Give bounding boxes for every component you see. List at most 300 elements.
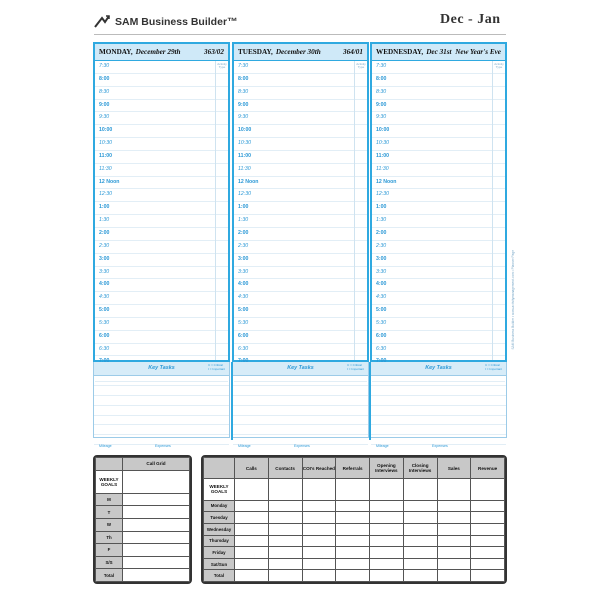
mileage-label: Mileage xyxy=(99,444,112,448)
call-grid-row-label: Th xyxy=(96,531,123,544)
day-name: WEDNESDAY, xyxy=(376,48,424,56)
weekly-cell[interactable] xyxy=(370,547,404,559)
weekly-cell[interactable] xyxy=(403,512,437,524)
time-label: 12:30 xyxy=(99,191,112,198)
time-slot[interactable] xyxy=(234,254,367,267)
time-label: 7:30 xyxy=(238,63,249,69)
day-date: December 29th xyxy=(135,48,181,56)
weekly-goal-cell[interactable] xyxy=(437,479,471,500)
time-label: 3:30 xyxy=(99,268,110,275)
day-column xyxy=(370,42,507,362)
time-slot[interactable] xyxy=(234,215,367,228)
time-label: 10:30 xyxy=(238,140,251,147)
call-grid-row xyxy=(96,556,190,569)
call-grid-cell[interactable] xyxy=(123,556,190,569)
time-slot[interactable] xyxy=(372,151,505,164)
time-slot[interactable] xyxy=(234,177,367,190)
time-slot[interactable] xyxy=(234,267,367,280)
key-tasks-title: Key Tasks xyxy=(287,365,314,371)
weekly-goal-cell[interactable] xyxy=(336,479,370,500)
time-slot[interactable] xyxy=(95,61,228,74)
time-label: 1:00 xyxy=(99,204,110,211)
time-slot[interactable] xyxy=(95,74,228,87)
time-label: 4:00 xyxy=(238,281,249,288)
weekly-cell[interactable] xyxy=(302,558,336,570)
time-label: 12:30 xyxy=(376,191,389,198)
time-label: 2:00 xyxy=(238,229,249,236)
weekly-cell[interactable] xyxy=(235,570,269,582)
time-slot[interactable] xyxy=(95,267,228,280)
weekly-cell[interactable] xyxy=(235,558,269,570)
call-grid-cell[interactable] xyxy=(123,569,190,582)
time-slot[interactable] xyxy=(372,189,505,202)
time-slot[interactable] xyxy=(234,202,367,215)
task-line[interactable] xyxy=(371,425,506,435)
activity-divider xyxy=(354,61,355,360)
task-line[interactable] xyxy=(233,416,368,426)
weekly-cell[interactable] xyxy=(336,512,370,524)
weekly-goal-cell[interactable] xyxy=(471,479,505,500)
weekly-cell[interactable] xyxy=(437,523,471,535)
call-grid-row xyxy=(96,531,190,544)
time-label: 1:30 xyxy=(238,217,249,224)
column-divider xyxy=(231,362,233,440)
weekly-cell[interactable] xyxy=(471,523,505,535)
time-slot[interactable] xyxy=(372,305,505,318)
call-grid-cell[interactable] xyxy=(123,493,190,506)
weekly-cell[interactable] xyxy=(268,558,302,570)
time-slot[interactable] xyxy=(372,100,505,113)
weekly-cell[interactable] xyxy=(268,535,302,547)
time-label: 9:30 xyxy=(238,114,249,121)
time-slot[interactable] xyxy=(234,344,367,357)
time-slot[interactable] xyxy=(234,74,367,87)
time-slot[interactable] xyxy=(95,215,228,228)
time-slot[interactable] xyxy=(372,344,505,357)
time-label: 11:30 xyxy=(99,165,112,172)
call-grid-cell[interactable] xyxy=(123,531,190,544)
weekly-cell[interactable] xyxy=(336,523,370,535)
task-line[interactable] xyxy=(371,416,506,426)
call-grid-cell[interactable] xyxy=(123,518,190,531)
weekly-cell[interactable] xyxy=(403,547,437,559)
weekly-cell[interactable] xyxy=(302,547,336,559)
time-label: 12:30 xyxy=(238,191,251,198)
call-grid-cell[interactable] xyxy=(123,544,190,557)
weekly-cell[interactable] xyxy=(268,570,302,582)
day-header xyxy=(234,44,367,61)
mileage-label: Mileage xyxy=(376,444,389,448)
weekly-cell[interactable] xyxy=(302,512,336,524)
time-label: 2:00 xyxy=(376,229,387,236)
time-slot[interactable] xyxy=(372,241,505,254)
time-label: 9:30 xyxy=(376,114,387,121)
weekly-cell[interactable] xyxy=(235,512,269,524)
weekly-row xyxy=(204,558,505,570)
key-tasks-title: Key Tasks xyxy=(148,365,175,371)
day-column xyxy=(93,42,230,362)
time-slot[interactable] xyxy=(234,61,367,74)
key-tasks-box xyxy=(370,362,507,438)
weekly-cell[interactable] xyxy=(437,558,471,570)
time-slot[interactable] xyxy=(234,151,367,164)
task-line[interactable] xyxy=(94,386,229,396)
weekly-cell[interactable] xyxy=(437,535,471,547)
weekly-cell[interactable] xyxy=(370,558,404,570)
task-line[interactable] xyxy=(233,396,368,406)
time-slot[interactable] xyxy=(234,331,367,344)
time-label: 4:00 xyxy=(376,281,387,288)
weekly-goal-cell[interactable] xyxy=(370,479,404,500)
weekly-cell[interactable] xyxy=(336,547,370,559)
day-number: 364/01 xyxy=(343,48,363,56)
time-label: 6:00 xyxy=(99,332,110,339)
time-slot[interactable] xyxy=(95,87,228,100)
time-label: 9:00 xyxy=(376,101,387,108)
time-slot[interactable] xyxy=(95,164,228,177)
weekly-cell[interactable] xyxy=(403,523,437,535)
time-label: 12 Noon xyxy=(376,178,397,185)
time-label: 11:30 xyxy=(376,165,389,172)
time-slot[interactable] xyxy=(95,279,228,292)
weekly-column-header: Sales xyxy=(437,458,471,479)
time-slot[interactable] xyxy=(234,112,367,125)
call-grid-header-row xyxy=(96,458,190,471)
time-slot[interactable] xyxy=(372,125,505,138)
weekly-cell[interactable] xyxy=(302,535,336,547)
key-tasks-legend: C = Critical I = Important xyxy=(208,363,225,371)
weekly-row-label: Thursday xyxy=(204,535,235,547)
time-slot[interactable] xyxy=(95,228,228,241)
call-grid-row xyxy=(96,544,190,557)
time-label: 3:30 xyxy=(238,268,249,275)
time-slots xyxy=(372,61,505,382)
time-label: 10:30 xyxy=(376,140,389,147)
call-grid-row xyxy=(96,493,190,506)
task-line[interactable] xyxy=(371,386,506,396)
activity-type-label: Activity Type xyxy=(217,62,227,70)
time-slot[interactable] xyxy=(234,318,367,331)
time-label: 4:00 xyxy=(99,281,110,288)
day-header xyxy=(372,44,505,61)
call-grid-cell[interactable] xyxy=(123,506,190,519)
day-date: December 30th xyxy=(275,48,321,56)
weekly-row xyxy=(204,547,505,559)
time-slot[interactable] xyxy=(234,189,367,202)
time-slot[interactable] xyxy=(372,61,505,74)
day-date: Dec 31st xyxy=(426,48,452,56)
weekly-row-label: Total xyxy=(204,570,235,582)
time-label: 1:00 xyxy=(238,204,249,211)
day-number: New Year's Eve xyxy=(455,48,501,56)
task-line[interactable] xyxy=(94,416,229,426)
time-label: 12 Noon xyxy=(238,178,259,185)
time-label: 11:30 xyxy=(238,165,251,172)
weekly-cell[interactable] xyxy=(370,570,404,582)
weekly-row-label: Wednesday xyxy=(204,523,235,535)
key-tasks-legend: C = Critical I = Important xyxy=(347,363,364,371)
time-slot[interactable] xyxy=(234,125,367,138)
day-column xyxy=(232,42,369,362)
call-grid-row xyxy=(96,506,190,519)
weekly-cell[interactable] xyxy=(471,535,505,547)
time-slot[interactable] xyxy=(372,267,505,280)
weekly-corner xyxy=(204,458,235,479)
weekly-goal-cell[interactable] xyxy=(403,479,437,500)
time-slot[interactable] xyxy=(95,151,228,164)
weekly-cell[interactable] xyxy=(403,535,437,547)
time-slot[interactable] xyxy=(372,164,505,177)
weekly-cell[interactable] xyxy=(370,512,404,524)
time-slot[interactable] xyxy=(372,331,505,344)
time-label: 11:00 xyxy=(99,152,112,159)
task-line[interactable] xyxy=(233,406,368,416)
weekly-column-header: Revenue xyxy=(471,458,505,479)
time-label: 8:00 xyxy=(238,75,249,82)
time-label: 3:00 xyxy=(99,255,110,262)
call-grid-row xyxy=(96,518,190,531)
time-label: 2:30 xyxy=(99,242,110,249)
weekly-cell[interactable] xyxy=(235,500,269,512)
weekly-goal-cell[interactable] xyxy=(268,479,302,500)
time-label: 1:00 xyxy=(376,204,387,211)
key-tasks-title: Key Tasks xyxy=(425,365,452,371)
weekly-cell[interactable] xyxy=(235,523,269,535)
time-label: 1:30 xyxy=(99,217,110,224)
time-slot[interactable] xyxy=(95,241,228,254)
key-tasks-box xyxy=(93,362,230,438)
time-label: 8:00 xyxy=(99,75,110,82)
time-slot[interactable] xyxy=(372,215,505,228)
weekly-cell[interactable] xyxy=(437,547,471,559)
task-line[interactable] xyxy=(233,386,368,396)
weekly-goal-cell[interactable] xyxy=(235,479,269,500)
side-note: SAM Business Builder • www.activitymanagement.com • Planner Page xyxy=(511,250,515,350)
time-label: 6:00 xyxy=(376,332,387,339)
day-number: 363/02 xyxy=(204,48,224,56)
task-line[interactable] xyxy=(94,396,229,406)
time-slot[interactable] xyxy=(372,112,505,125)
weekly-cell[interactable] xyxy=(471,558,505,570)
weekly-row-label: Monday xyxy=(204,500,235,512)
weekly-cell[interactable] xyxy=(302,570,336,582)
weekly-row xyxy=(204,512,505,524)
time-slot[interactable] xyxy=(95,189,228,202)
weekly-cell[interactable] xyxy=(370,523,404,535)
weekly-cell[interactable] xyxy=(235,535,269,547)
day-header xyxy=(95,44,228,61)
time-slot[interactable] xyxy=(95,177,228,190)
activity-type-label: Activity Type xyxy=(356,62,366,70)
time-slot[interactable] xyxy=(372,292,505,305)
time-label: 8:30 xyxy=(238,88,249,95)
time-slot[interactable] xyxy=(372,177,505,190)
time-label: 6:30 xyxy=(99,345,110,352)
time-slot[interactable] xyxy=(234,241,367,254)
weekly-cell[interactable] xyxy=(336,535,370,547)
time-label: 4:30 xyxy=(238,294,249,301)
time-label: 8:30 xyxy=(376,88,387,95)
time-slot[interactable] xyxy=(95,112,228,125)
weekly-cell[interactable] xyxy=(268,500,302,512)
task-line[interactable] xyxy=(233,376,368,386)
weekly-cell[interactable] xyxy=(268,523,302,535)
weekly-goals-row xyxy=(204,479,505,500)
weekly-header-row xyxy=(204,458,505,479)
weekly-cell[interactable] xyxy=(336,558,370,570)
date-range: Dec - Jan xyxy=(440,12,501,27)
weekly-column-header: COI's Reached xyxy=(302,458,336,479)
time-label: 7:30 xyxy=(99,63,110,69)
weekly-cell[interactable] xyxy=(370,500,404,512)
weekly-cell[interactable] xyxy=(471,500,505,512)
task-line[interactable] xyxy=(371,396,506,406)
call-grid-goals-label: WEEKLY GOALS xyxy=(96,470,123,493)
time-label: 9:30 xyxy=(99,114,110,121)
weekly-cell[interactable] xyxy=(268,547,302,559)
key-tasks-header xyxy=(94,362,229,376)
weekly-cell[interactable] xyxy=(403,500,437,512)
weekly-cell[interactable] xyxy=(302,500,336,512)
weekly-cell[interactable] xyxy=(302,523,336,535)
time-slot[interactable] xyxy=(372,279,505,292)
key-tasks-header xyxy=(233,362,368,376)
time-label: 2:30 xyxy=(238,242,249,249)
expenses-label: Expenses xyxy=(294,444,310,448)
time-label: 10:00 xyxy=(238,127,252,134)
time-slot[interactable] xyxy=(95,254,228,267)
time-label: 10:30 xyxy=(99,140,112,147)
weekly-cell[interactable] xyxy=(235,547,269,559)
weekly-column-header: Opening Interviews xyxy=(370,458,404,479)
call-grid-row xyxy=(96,569,190,582)
weekly-cell[interactable] xyxy=(437,570,471,582)
weekly-cell[interactable] xyxy=(336,500,370,512)
call-grid-corner xyxy=(96,458,123,471)
weekly-activity-table xyxy=(201,455,507,584)
expenses-label: Expenses xyxy=(155,444,171,448)
time-slot[interactable] xyxy=(234,228,367,241)
time-label: 8:00 xyxy=(376,75,387,82)
call-grid-goals-cell[interactable] xyxy=(123,470,190,493)
weekly-cell[interactable] xyxy=(471,547,505,559)
task-line[interactable] xyxy=(94,376,229,386)
time-slot[interactable] xyxy=(95,305,228,318)
time-slot[interactable] xyxy=(234,279,367,292)
weekly-cell[interactable] xyxy=(403,570,437,582)
time-slot[interactable] xyxy=(234,305,367,318)
time-slot[interactable] xyxy=(95,331,228,344)
activity-type-label: Activity Type xyxy=(494,62,504,70)
time-label: 6:30 xyxy=(376,345,387,352)
time-slot[interactable] xyxy=(372,202,505,215)
time-slot[interactable] xyxy=(95,138,228,151)
weekly-row-label: Sat/Sun xyxy=(204,558,235,570)
time-slot[interactable] xyxy=(95,100,228,113)
time-label: 7:30 xyxy=(376,63,387,69)
call-grid-row-label: T xyxy=(96,506,123,519)
time-label: 5:30 xyxy=(376,319,387,326)
time-label: 10:00 xyxy=(376,127,390,134)
time-label: 6:00 xyxy=(238,332,249,339)
weekly-column-header: Contacts xyxy=(268,458,302,479)
activity-divider xyxy=(492,61,493,360)
time-label: 5:00 xyxy=(238,307,249,314)
time-slot[interactable] xyxy=(234,292,367,305)
time-label: 5:00 xyxy=(99,307,110,314)
task-line[interactable] xyxy=(233,425,368,435)
weekly-row xyxy=(204,500,505,512)
time-slots xyxy=(234,61,367,382)
time-label: 12 Noon xyxy=(99,178,120,185)
time-slot[interactable] xyxy=(234,164,367,177)
time-slots xyxy=(95,61,228,382)
time-slot[interactable] xyxy=(95,318,228,331)
weekly-cell[interactable] xyxy=(471,570,505,582)
time-slot[interactable] xyxy=(234,87,367,100)
day-name: TUESDAY, xyxy=(238,48,273,56)
mileage-label: Mileage xyxy=(238,444,251,448)
time-label: 9:00 xyxy=(99,101,110,108)
time-slot[interactable] xyxy=(234,138,367,151)
time-slot[interactable] xyxy=(372,318,505,331)
key-tasks-header xyxy=(371,362,506,376)
weekly-goal-cell[interactable] xyxy=(302,479,336,500)
time-slot[interactable] xyxy=(372,87,505,100)
time-label: 3:30 xyxy=(376,268,387,275)
time-label: 11:00 xyxy=(376,152,389,159)
weekly-column-header: Referrals xyxy=(336,458,370,479)
time-label: 8:30 xyxy=(99,88,110,95)
time-label: 4:30 xyxy=(376,294,387,301)
task-line[interactable] xyxy=(94,406,229,416)
weekly-cell[interactable] xyxy=(370,535,404,547)
weekly-column-header: Closing Interviews xyxy=(403,458,437,479)
weekly-cell[interactable] xyxy=(336,570,370,582)
time-slot[interactable] xyxy=(95,344,228,357)
time-slot[interactable] xyxy=(372,228,505,241)
time-label: 3:00 xyxy=(376,255,387,262)
weekly-cell[interactable] xyxy=(437,500,471,512)
time-slot[interactable] xyxy=(95,125,228,138)
time-label: 3:00 xyxy=(238,255,249,262)
weekly-goals-label: WEEKLY GOALS xyxy=(204,479,235,500)
brand xyxy=(94,14,238,30)
call-grid-table xyxy=(93,455,192,584)
task-line[interactable] xyxy=(371,406,506,416)
weekly-cell[interactable] xyxy=(268,512,302,524)
time-slot[interactable] xyxy=(234,100,367,113)
weekly-row-label: Friday xyxy=(204,547,235,559)
weekly-row-label: Tuesday xyxy=(204,512,235,524)
weekly-cell[interactable] xyxy=(471,512,505,524)
weekly-cell[interactable] xyxy=(437,512,471,524)
call-grid-row-label: F xyxy=(96,544,123,557)
task-line[interactable] xyxy=(371,376,506,386)
call-grid-row-label: M xyxy=(96,493,123,506)
time-slot[interactable] xyxy=(372,74,505,87)
weekly-column-header: Calls xyxy=(235,458,269,479)
time-slot[interactable] xyxy=(95,292,228,305)
time-label: 5:30 xyxy=(238,319,249,326)
task-line[interactable] xyxy=(94,425,229,435)
call-grid-row-label: Total xyxy=(96,569,123,582)
time-slot[interactable] xyxy=(372,138,505,151)
time-label: 2:30 xyxy=(376,242,387,249)
time-slot[interactable] xyxy=(95,202,228,215)
weekly-cell[interactable] xyxy=(403,558,437,570)
time-slot[interactable] xyxy=(372,254,505,267)
